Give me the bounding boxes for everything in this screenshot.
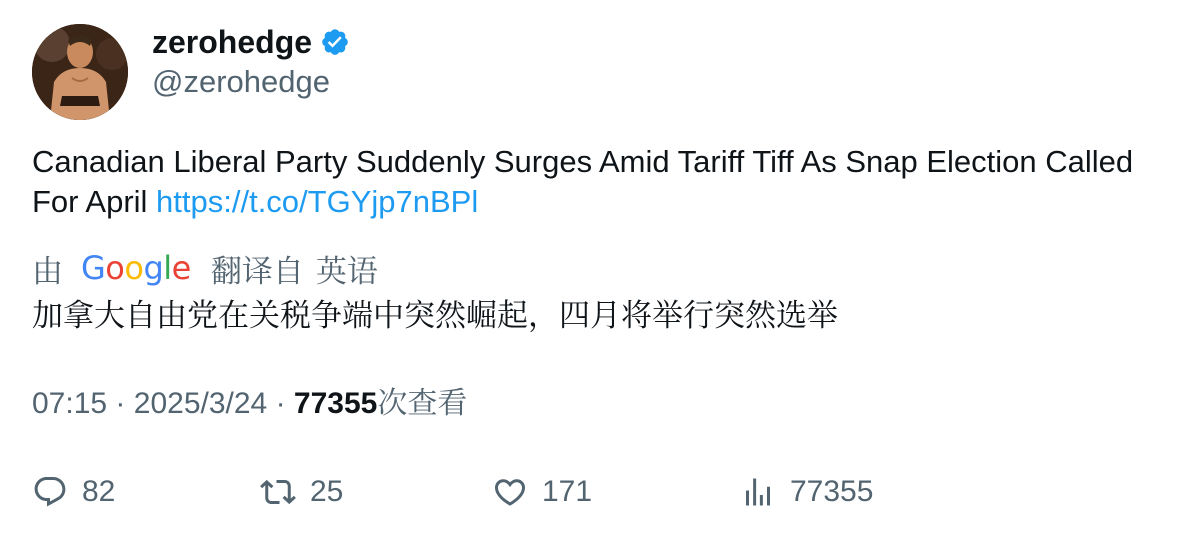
like-button[interactable] (492, 470, 592, 514)
reply-button[interactable] (32, 470, 115, 514)
meta-separator: · (275, 387, 286, 420)
reply-count: 82 (82, 475, 116, 508)
reply-icon (32, 474, 68, 510)
action-bar (32, 470, 1152, 514)
google-logo: Google (81, 249, 191, 287)
tweet-meta (32, 384, 467, 424)
retweet-button[interactable] (260, 470, 343, 514)
tweet-link[interactable]: https://t.co/TGYjp7nBPl (156, 184, 479, 219)
views-action-count: 77355 (790, 475, 874, 508)
retweet-icon (260, 474, 296, 510)
tweet-time[interactable]: 07:15 (32, 387, 108, 420)
views-button[interactable] (740, 470, 873, 514)
translation-attribution (32, 246, 378, 290)
avatar[interactable] (32, 24, 128, 120)
author-handle[interactable]: @zerohedge (152, 64, 330, 99)
translation-from-label: 翻译自 (210, 253, 304, 289)
tweet-date[interactable]: 2025/3/24 (133, 387, 268, 420)
translation-by-label: 由 (32, 253, 63, 289)
tweet-body: Canadian Liberal Party Suddenly Surges Amid Tariff Tiff As Snap Election Called For April (32, 144, 1134, 219)
translated-text: 加拿大自由党在关税争端中突然崛起，四月将举行突然选举 (32, 298, 838, 333)
translation-source-language: 英语 (315, 253, 378, 289)
analytics-icon (740, 474, 776, 510)
retweet-count: 25 (310, 475, 344, 508)
tweet-text (32, 142, 1152, 222)
like-count: 171 (542, 475, 593, 508)
meta-separator: · (115, 387, 126, 420)
verified-badge-icon (320, 27, 350, 57)
views-count: 77355 (293, 387, 378, 420)
author-name[interactable] (152, 22, 350, 62)
heart-icon (492, 474, 528, 510)
author-name-text[interactable]: zerohedge (152, 24, 313, 60)
views-label: 次查看 (377, 387, 468, 420)
